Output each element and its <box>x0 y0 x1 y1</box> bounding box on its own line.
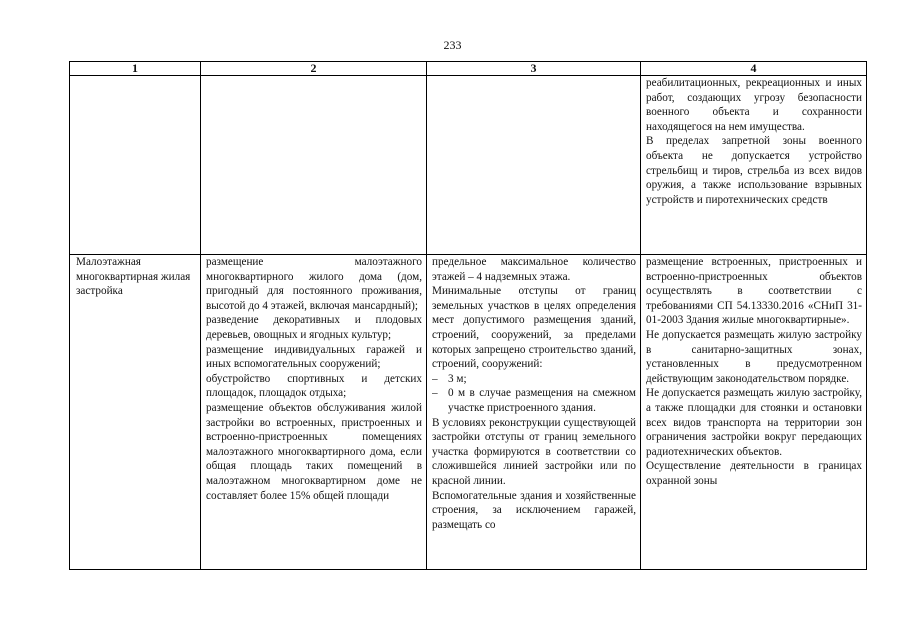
dash-marker: – <box>432 387 438 400</box>
column-header-2: 2 <box>201 62 427 76</box>
column-header-3: 3 <box>427 62 641 76</box>
paragraph: Минимальные отступы от границ земельных участков в целях определения мест допустимого размещения зданий, строений, сооружений, за пределами которых запрещено строительство зданий, строений, сооружений: <box>432 285 636 371</box>
table-row <box>70 76 867 255</box>
paragraph: Осуществление деятельности в границах охранной зоны <box>646 460 862 487</box>
table-row <box>70 255 867 570</box>
paragraph: обустройство спортивных и детских площадок, площадок отдыха; <box>206 372 422 400</box>
permitted-uses-cell <box>201 255 427 570</box>
dash-item-text: 3 м; <box>448 372 467 385</box>
zone-name-cell <box>70 255 201 570</box>
row1-col2-cell <box>201 76 427 255</box>
page-number: 233 <box>443 38 462 52</box>
dash-item-text: 0 м в случае размещения на смежном участке пристроенного здания. <box>448 387 636 414</box>
column-header-4: 4 <box>641 62 867 76</box>
paragraph: Не допускается размещать жилую застройку в санитарно-защитных зонах, установленных в предусмотренном действующим законодательством порядке. <box>646 328 862 385</box>
parameters-cell <box>427 255 641 570</box>
dash-list-item <box>432 386 636 415</box>
paragraph: разведение декоративных и плодовых деревьев, овощных и ягодных культур; <box>206 314 422 341</box>
table-header-row <box>70 62 867 76</box>
row1-col1-cell <box>70 76 201 255</box>
paragraph: Не допускается размещать жилую застройку, а также площадки для стоянки и остановки всех видов транспорта на территории зон ограничения застройки вокруг передающих радиотехнических объектов. <box>646 387 862 458</box>
paragraph: размещение встроенных, пристроенных и встроенно-пристроенных объектов осуществлять в соответствии с требованиями СП 54.13330.2016 «СНиП 31-01-2003 Здания жилые многоквартирные». <box>646 256 862 327</box>
paragraph: размещение индивидуальных гаражей и иных вспомогательных сооружений; <box>206 343 422 371</box>
zone-name: Малоэтажная многоквартирная жилая застройка <box>76 256 191 298</box>
paragraph: размещение малоэтажного многоквартирного жилого дома (дом, пригодный для постоянного проживания, высотой до 4 этажей, включая мансардный); <box>206 256 422 312</box>
paragraph: В пределах запретной зоны военного объекта не допускается устройство стрельбищ и тиров, стрельба из всех видов оружия, а также использование взрывных устройств и пиротехнических средств <box>646 135 862 206</box>
paragraph: размещение объектов обслуживания жилой застройки во встроенных, пристроенных и встроенно-пристроенных помещениях малоэтажного многоквартирного дома, если общая площадь таких помещений в малоэтажном многоквартирном доме не составляет более 15% общей площади <box>206 401 422 502</box>
row1-col3-cell <box>427 76 641 255</box>
paragraph: реабилитационных, рекреационных и иных работ, создающих угрозу безопасности военного объекта и сохранности находящегося на нем имущества. <box>646 77 862 133</box>
paragraph: Вспомогательные здания и хозяйственные строения, за исключением гаражей, размещать со <box>432 489 636 531</box>
row1-col4-cell <box>641 76 867 255</box>
dash-list-item <box>432 372 636 387</box>
dash-marker: – <box>432 372 438 385</box>
regulations-table <box>69 61 867 570</box>
paragraph: предельное максимальное количество этажей – 4 надземных этажа. <box>432 256 636 283</box>
restrictions-cell <box>641 255 867 570</box>
paragraph: В условиях реконструкции существующей застройки отступы от границ земельного участка формируются в соответствии со сложившейся линией застройки или по красной линии. <box>432 416 636 487</box>
column-header-1: 1 <box>70 62 201 76</box>
